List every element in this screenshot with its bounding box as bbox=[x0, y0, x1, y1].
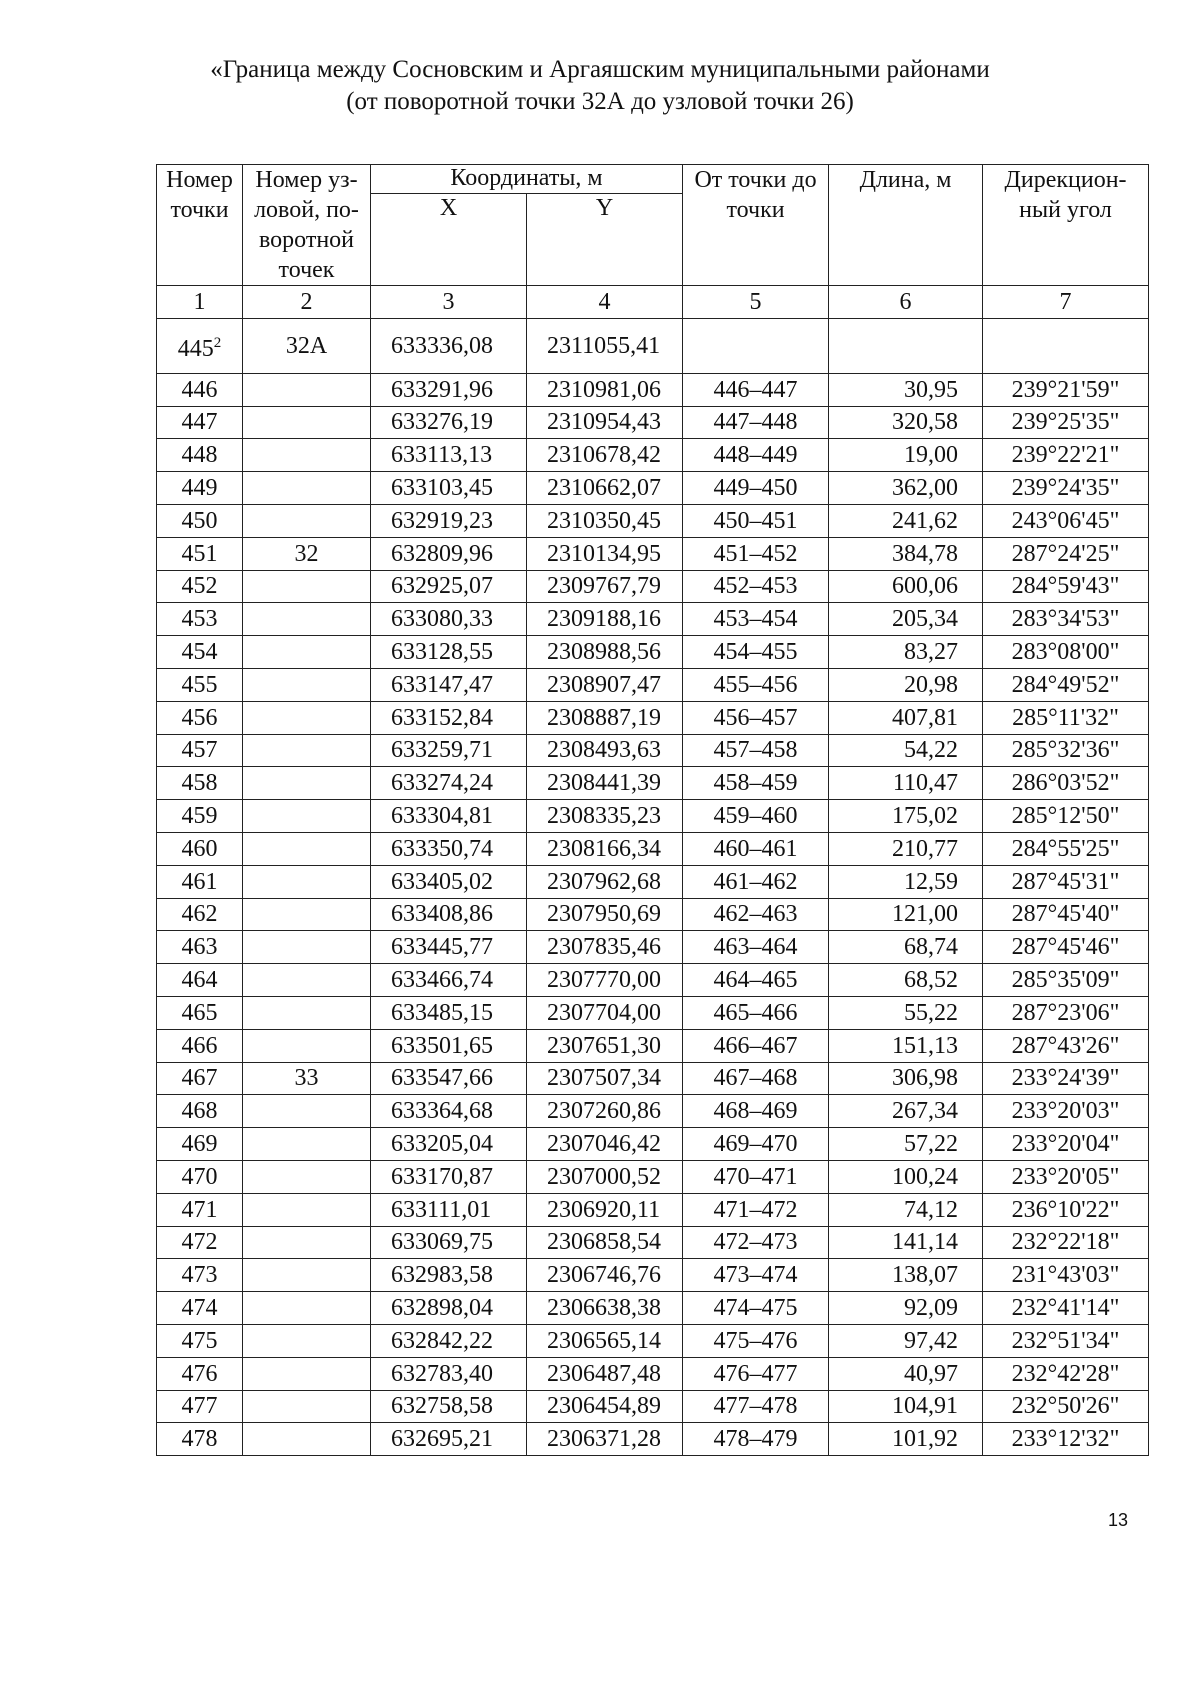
segment-cell: 451–452 bbox=[683, 537, 829, 570]
table-row bbox=[157, 1390, 1149, 1423]
segment-cell: 466–467 bbox=[683, 1029, 829, 1062]
x-cell: 633408,86 bbox=[371, 898, 527, 931]
length-cell: 101,92 bbox=[829, 1423, 983, 1456]
angle-cell: 287°24'25" bbox=[983, 537, 1149, 570]
y-cell: 2307507,34 bbox=[527, 1062, 683, 1095]
segment-cell: 449–450 bbox=[683, 472, 829, 505]
x-cell: 633103,45 bbox=[371, 472, 527, 505]
x-cell: 633276,19 bbox=[371, 406, 527, 439]
angle-cell: 287°45'40" bbox=[983, 898, 1149, 931]
length-cell: 175,02 bbox=[829, 800, 983, 833]
angle-cell: 284°55'25" bbox=[983, 832, 1149, 865]
y-cell: 2310350,45 bbox=[527, 504, 683, 537]
point-cell: 450 bbox=[157, 504, 243, 537]
y-cell: 2307046,42 bbox=[527, 1128, 683, 1161]
table-row bbox=[157, 318, 1149, 373]
segment-cell: 457–458 bbox=[683, 734, 829, 767]
node-cell bbox=[243, 767, 371, 800]
angle-cell: 287°43'26" bbox=[983, 1029, 1149, 1062]
node-cell bbox=[243, 996, 371, 1029]
length-cell: 57,22 bbox=[829, 1128, 983, 1161]
segment-cell: 471–472 bbox=[683, 1193, 829, 1226]
title-line-2: (от поворотной точки 32А до узловой точки 26) bbox=[346, 88, 854, 115]
node-cell bbox=[243, 1128, 371, 1161]
table-row bbox=[157, 1095, 1149, 1128]
segment-cell: 469–470 bbox=[683, 1128, 829, 1161]
angle-cell: 284°59'43" bbox=[983, 570, 1149, 603]
angle-cell: 243°06'45" bbox=[983, 504, 1149, 537]
node-cell bbox=[243, 1390, 371, 1423]
segment-cell: 470–471 bbox=[683, 1160, 829, 1193]
y-cell: 2306858,54 bbox=[527, 1226, 683, 1259]
segment-cell: 455–456 bbox=[683, 668, 829, 701]
angle-cell: 239°24'35" bbox=[983, 472, 1149, 505]
x-cell: 633445,77 bbox=[371, 931, 527, 964]
segment-cell: 467–468 bbox=[683, 1062, 829, 1095]
angle-cell: 285°35'09" bbox=[983, 964, 1149, 997]
document-title bbox=[0, 54, 1200, 118]
table-row bbox=[157, 701, 1149, 734]
table-row bbox=[157, 800, 1149, 833]
table-row bbox=[157, 1324, 1149, 1357]
length-cell: 384,78 bbox=[829, 537, 983, 570]
angle-cell: 287°23'06" bbox=[983, 996, 1149, 1029]
length-cell: 151,13 bbox=[829, 1029, 983, 1062]
x-cell: 633274,24 bbox=[371, 767, 527, 800]
x-cell: 632925,07 bbox=[371, 570, 527, 603]
x-cell: 633170,87 bbox=[371, 1160, 527, 1193]
x-cell: 633304,81 bbox=[371, 800, 527, 833]
length-cell: 141,14 bbox=[829, 1226, 983, 1259]
point-cell: 472 bbox=[157, 1226, 243, 1259]
point-cell: 456 bbox=[157, 701, 243, 734]
x-cell: 633364,68 bbox=[371, 1095, 527, 1128]
length-cell: 74,12 bbox=[829, 1193, 983, 1226]
segment-cell: 477–478 bbox=[683, 1390, 829, 1423]
segment-cell: 459–460 bbox=[683, 800, 829, 833]
length-cell: 40,97 bbox=[829, 1357, 983, 1390]
node-cell bbox=[243, 504, 371, 537]
point-cell: 458 bbox=[157, 767, 243, 800]
table-row bbox=[157, 865, 1149, 898]
x-cell: 633111,01 bbox=[371, 1193, 527, 1226]
y-cell: 2306920,11 bbox=[527, 1193, 683, 1226]
point-cell: 476 bbox=[157, 1357, 243, 1390]
y-cell: 2307950,69 bbox=[527, 898, 683, 931]
angle-cell: 239°22'21" bbox=[983, 439, 1149, 472]
y-cell: 2306565,14 bbox=[527, 1324, 683, 1357]
y-cell: 2308907,47 bbox=[527, 668, 683, 701]
header-coordinates: Координаты, м bbox=[371, 165, 683, 194]
x-cell: 633405,02 bbox=[371, 865, 527, 898]
table-row bbox=[157, 1259, 1149, 1292]
angle-cell: 285°32'36" bbox=[983, 734, 1149, 767]
point-cell: 469 bbox=[157, 1128, 243, 1161]
x-cell: 632809,96 bbox=[371, 537, 527, 570]
point-cell: 447 bbox=[157, 406, 243, 439]
x-cell: 633336,08 bbox=[371, 318, 527, 373]
segment-cell: 454–455 bbox=[683, 636, 829, 669]
node-cell: 32А bbox=[243, 318, 371, 373]
segment-cell: 446–447 bbox=[683, 373, 829, 406]
y-cell: 2306638,38 bbox=[527, 1292, 683, 1325]
node-cell bbox=[243, 1357, 371, 1390]
table-row bbox=[157, 1062, 1149, 1095]
header-segment: От точки до точки bbox=[683, 165, 829, 286]
y-cell: 2308887,19 bbox=[527, 701, 683, 734]
point-cell: 453 bbox=[157, 603, 243, 636]
table-row bbox=[157, 734, 1149, 767]
node-cell bbox=[243, 898, 371, 931]
point-cell: 455 bbox=[157, 668, 243, 701]
angle-cell bbox=[983, 318, 1149, 373]
angle-cell: 232°51'34" bbox=[983, 1324, 1149, 1357]
segment-cell: 462–463 bbox=[683, 898, 829, 931]
point-cell: 475 bbox=[157, 1324, 243, 1357]
point-number: 445 bbox=[177, 335, 214, 362]
y-cell: 2310662,07 bbox=[527, 472, 683, 505]
coordinates-table bbox=[156, 164, 1149, 1456]
segment-cell: 447–448 bbox=[683, 406, 829, 439]
node-cell bbox=[243, 832, 371, 865]
point-cell: 473 bbox=[157, 1259, 243, 1292]
segment-cell: 465–466 bbox=[683, 996, 829, 1029]
length-cell: 83,27 bbox=[829, 636, 983, 669]
point-cell: 461 bbox=[157, 865, 243, 898]
y-cell: 2309188,16 bbox=[527, 603, 683, 636]
header-x: X bbox=[371, 194, 527, 286]
angle-cell: 233°20'03" bbox=[983, 1095, 1149, 1128]
table-row bbox=[157, 373, 1149, 406]
point-cell: 449 bbox=[157, 472, 243, 505]
node-cell bbox=[243, 472, 371, 505]
y-cell: 2310678,42 bbox=[527, 439, 683, 472]
point-cell: 478 bbox=[157, 1423, 243, 1456]
angle-cell: 232°42'28" bbox=[983, 1357, 1149, 1390]
table-row bbox=[157, 603, 1149, 636]
node-cell bbox=[243, 1226, 371, 1259]
node-cell bbox=[243, 1095, 371, 1128]
x-cell: 632783,40 bbox=[371, 1357, 527, 1390]
y-cell: 2307962,68 bbox=[527, 865, 683, 898]
x-cell: 633466,74 bbox=[371, 964, 527, 997]
y-cell: 2307000,52 bbox=[527, 1160, 683, 1193]
x-cell: 633547,66 bbox=[371, 1062, 527, 1095]
table-row bbox=[157, 964, 1149, 997]
y-cell: 2306746,76 bbox=[527, 1259, 683, 1292]
x-cell: 633069,75 bbox=[371, 1226, 527, 1259]
y-cell: 2308441,39 bbox=[527, 767, 683, 800]
x-cell: 632695,21 bbox=[371, 1423, 527, 1456]
node-cell bbox=[243, 603, 371, 636]
table-header bbox=[157, 165, 1149, 319]
x-cell: 633152,84 bbox=[371, 701, 527, 734]
point-cell: 466 bbox=[157, 1029, 243, 1062]
table-body bbox=[157, 318, 1149, 1455]
header-angle: Дирекцион-ный угол bbox=[983, 165, 1149, 286]
y-cell: 2306371,28 bbox=[527, 1423, 683, 1456]
x-cell: 633350,74 bbox=[371, 832, 527, 865]
angle-cell: 232°50'26" bbox=[983, 1390, 1149, 1423]
segment-cell: 468–469 bbox=[683, 1095, 829, 1128]
table-row bbox=[157, 1160, 1149, 1193]
point-cell: 464 bbox=[157, 964, 243, 997]
length-cell: 600,06 bbox=[829, 570, 983, 603]
x-cell: 633291,96 bbox=[371, 373, 527, 406]
length-cell: 68,74 bbox=[829, 931, 983, 964]
table-row bbox=[157, 1029, 1149, 1062]
y-cell: 2307835,46 bbox=[527, 931, 683, 964]
length-cell bbox=[829, 318, 983, 373]
node-cell bbox=[243, 865, 371, 898]
angle-cell: 231°43'03" bbox=[983, 1259, 1149, 1292]
table-row bbox=[157, 931, 1149, 964]
length-cell: 20,98 bbox=[829, 668, 983, 701]
y-cell: 2306454,89 bbox=[527, 1390, 683, 1423]
point-cell: 471 bbox=[157, 1193, 243, 1226]
column-number: 4 bbox=[527, 286, 683, 319]
segment-cell: 474–475 bbox=[683, 1292, 829, 1325]
point-cell: 459 bbox=[157, 800, 243, 833]
table-row bbox=[157, 668, 1149, 701]
node-cell bbox=[243, 1292, 371, 1325]
header-node-number: Номер уз-ловой, по-воротной точек bbox=[243, 165, 371, 286]
node-cell bbox=[243, 800, 371, 833]
angle-cell: 233°12'32" bbox=[983, 1423, 1149, 1456]
segment-cell bbox=[683, 318, 829, 373]
point-cell: 452 bbox=[157, 570, 243, 603]
y-cell: 2310981,06 bbox=[527, 373, 683, 406]
segment-cell: 463–464 bbox=[683, 931, 829, 964]
x-cell: 633113,13 bbox=[371, 439, 527, 472]
segment-cell: 472–473 bbox=[683, 1226, 829, 1259]
segment-cell: 452–453 bbox=[683, 570, 829, 603]
angle-cell: 232°41'14" bbox=[983, 1292, 1149, 1325]
header-point-number: Номер точки bbox=[157, 165, 243, 286]
segment-cell: 460–461 bbox=[683, 832, 829, 865]
table-row bbox=[157, 504, 1149, 537]
point-cell: 470 bbox=[157, 1160, 243, 1193]
node-cell bbox=[243, 734, 371, 767]
length-cell: 68,52 bbox=[829, 964, 983, 997]
node-cell bbox=[243, 570, 371, 603]
angle-cell: 233°24'39" bbox=[983, 1062, 1149, 1095]
length-cell: 110,47 bbox=[829, 767, 983, 800]
column-numbers-row bbox=[157, 286, 1149, 319]
angle-cell: 239°21'59" bbox=[983, 373, 1149, 406]
length-cell: 54,22 bbox=[829, 734, 983, 767]
angle-cell: 233°20'05" bbox=[983, 1160, 1149, 1193]
point-cell: 474 bbox=[157, 1292, 243, 1325]
node-cell bbox=[243, 1160, 371, 1193]
point-cell: 457 bbox=[157, 734, 243, 767]
segment-cell: 475–476 bbox=[683, 1324, 829, 1357]
y-cell: 2310134,95 bbox=[527, 537, 683, 570]
segment-cell: 464–465 bbox=[683, 964, 829, 997]
angle-cell: 286°03'52" bbox=[983, 767, 1149, 800]
node-cell bbox=[243, 931, 371, 964]
x-cell: 633501,65 bbox=[371, 1029, 527, 1062]
angle-cell: 233°20'04" bbox=[983, 1128, 1149, 1161]
angle-cell: 287°45'46" bbox=[983, 931, 1149, 964]
length-cell: 12,59 bbox=[829, 865, 983, 898]
y-cell: 2307260,86 bbox=[527, 1095, 683, 1128]
x-cell: 633147,47 bbox=[371, 668, 527, 701]
x-cell: 633128,55 bbox=[371, 636, 527, 669]
length-cell: 267,34 bbox=[829, 1095, 983, 1128]
y-cell: 2308493,63 bbox=[527, 734, 683, 767]
x-cell: 632898,04 bbox=[371, 1292, 527, 1325]
angle-cell: 232°22'18" bbox=[983, 1226, 1149, 1259]
point-cell: 460 bbox=[157, 832, 243, 865]
angle-cell: 285°11'32" bbox=[983, 701, 1149, 734]
column-number: 7 bbox=[983, 286, 1149, 319]
node-cell bbox=[243, 1423, 371, 1456]
segment-cell: 456–457 bbox=[683, 701, 829, 734]
length-cell: 241,62 bbox=[829, 504, 983, 537]
table-row bbox=[157, 832, 1149, 865]
y-cell: 2311055,41 bbox=[527, 318, 683, 373]
length-cell: 121,00 bbox=[829, 898, 983, 931]
length-cell: 138,07 bbox=[829, 1259, 983, 1292]
table-row bbox=[157, 1226, 1149, 1259]
column-number: 6 bbox=[829, 286, 983, 319]
node-cell bbox=[243, 439, 371, 472]
y-cell: 2307651,30 bbox=[527, 1029, 683, 1062]
segment-cell: 461–462 bbox=[683, 865, 829, 898]
point-cell: 467 bbox=[157, 1062, 243, 1095]
x-cell: 633080,33 bbox=[371, 603, 527, 636]
node-cell: 32 bbox=[243, 537, 371, 570]
table-row bbox=[157, 1423, 1149, 1456]
length-cell: 205,34 bbox=[829, 603, 983, 636]
segment-cell: 453–454 bbox=[683, 603, 829, 636]
y-cell: 2307704,00 bbox=[527, 996, 683, 1029]
y-cell: 2308988,56 bbox=[527, 636, 683, 669]
x-cell: 633205,04 bbox=[371, 1128, 527, 1161]
segment-cell: 450–451 bbox=[683, 504, 829, 537]
x-cell: 633485,15 bbox=[371, 996, 527, 1029]
length-cell: 320,58 bbox=[829, 406, 983, 439]
angle-cell: 236°10'22" bbox=[983, 1193, 1149, 1226]
length-cell: 210,77 bbox=[829, 832, 983, 865]
length-cell: 104,91 bbox=[829, 1390, 983, 1423]
length-cell: 97,42 bbox=[829, 1324, 983, 1357]
table-row bbox=[157, 1292, 1149, 1325]
point-cell: 465 bbox=[157, 996, 243, 1029]
point-cell: 462 bbox=[157, 898, 243, 931]
table-row bbox=[157, 439, 1149, 472]
column-number: 1 bbox=[157, 286, 243, 319]
node-cell bbox=[243, 373, 371, 406]
column-number: 5 bbox=[683, 286, 829, 319]
node-cell bbox=[243, 1193, 371, 1226]
point-superscript: 2 bbox=[213, 334, 222, 351]
y-cell: 2307770,00 bbox=[527, 964, 683, 997]
title-line-1: «Граница между Сосновским и Аргаяшским муниципальными районами bbox=[210, 56, 990, 83]
table-row bbox=[157, 996, 1149, 1029]
angle-cell: 239°25'35" bbox=[983, 406, 1149, 439]
angle-cell: 284°49'52" bbox=[983, 668, 1149, 701]
table-row bbox=[157, 1128, 1149, 1161]
point-cell: 463 bbox=[157, 931, 243, 964]
node-cell bbox=[243, 668, 371, 701]
table-row bbox=[157, 1193, 1149, 1226]
node-cell bbox=[243, 1259, 371, 1292]
table-row bbox=[157, 537, 1149, 570]
node-cell: 33 bbox=[243, 1062, 371, 1095]
node-cell bbox=[243, 701, 371, 734]
x-cell: 632919,23 bbox=[371, 504, 527, 537]
point-cell: 468 bbox=[157, 1095, 243, 1128]
node-cell bbox=[243, 406, 371, 439]
node-cell bbox=[243, 1324, 371, 1357]
page-number: 13 bbox=[1108, 1510, 1129, 1530]
y-cell: 2308166,34 bbox=[527, 832, 683, 865]
segment-cell: 458–459 bbox=[683, 767, 829, 800]
node-cell bbox=[243, 1029, 371, 1062]
point-cell: 448 bbox=[157, 439, 243, 472]
length-cell: 362,00 bbox=[829, 472, 983, 505]
table-row bbox=[157, 1357, 1149, 1390]
header-length: Длина, м bbox=[829, 165, 983, 286]
y-cell: 2306487,48 bbox=[527, 1357, 683, 1390]
length-cell: 306,98 bbox=[829, 1062, 983, 1095]
x-cell: 632983,58 bbox=[371, 1259, 527, 1292]
length-cell: 407,81 bbox=[829, 701, 983, 734]
point-cell: 446 bbox=[157, 373, 243, 406]
table-row bbox=[157, 767, 1149, 800]
length-cell: 92,09 bbox=[829, 1292, 983, 1325]
segment-cell: 473–474 bbox=[683, 1259, 829, 1292]
angle-cell: 283°08'00" bbox=[983, 636, 1149, 669]
point-cell: 477 bbox=[157, 1390, 243, 1423]
table-row bbox=[157, 406, 1149, 439]
table-row bbox=[157, 472, 1149, 505]
segment-cell: 448–449 bbox=[683, 439, 829, 472]
header-y: Y bbox=[527, 194, 683, 286]
length-cell: 55,22 bbox=[829, 996, 983, 1029]
point-cell: 451 bbox=[157, 537, 243, 570]
table-row bbox=[157, 636, 1149, 669]
x-cell: 632842,22 bbox=[371, 1324, 527, 1357]
y-cell: 2309767,79 bbox=[527, 570, 683, 603]
point-cell bbox=[157, 318, 243, 373]
x-cell: 633259,71 bbox=[371, 734, 527, 767]
length-cell: 100,24 bbox=[829, 1160, 983, 1193]
point-cell: 454 bbox=[157, 636, 243, 669]
angle-cell: 285°12'50" bbox=[983, 800, 1149, 833]
segment-cell: 476–477 bbox=[683, 1357, 829, 1390]
table-row bbox=[157, 570, 1149, 603]
segment-cell: 478–479 bbox=[683, 1423, 829, 1456]
length-cell: 19,00 bbox=[829, 439, 983, 472]
table-row bbox=[157, 898, 1149, 931]
angle-cell: 283°34'53" bbox=[983, 603, 1149, 636]
column-number: 3 bbox=[371, 286, 527, 319]
node-cell bbox=[243, 964, 371, 997]
angle-cell: 287°45'31" bbox=[983, 865, 1149, 898]
node-cell bbox=[243, 636, 371, 669]
x-cell: 632758,58 bbox=[371, 1390, 527, 1423]
column-number: 2 bbox=[243, 286, 371, 319]
y-cell: 2310954,43 bbox=[527, 406, 683, 439]
length-cell: 30,95 bbox=[829, 373, 983, 406]
y-cell: 2308335,23 bbox=[527, 800, 683, 833]
